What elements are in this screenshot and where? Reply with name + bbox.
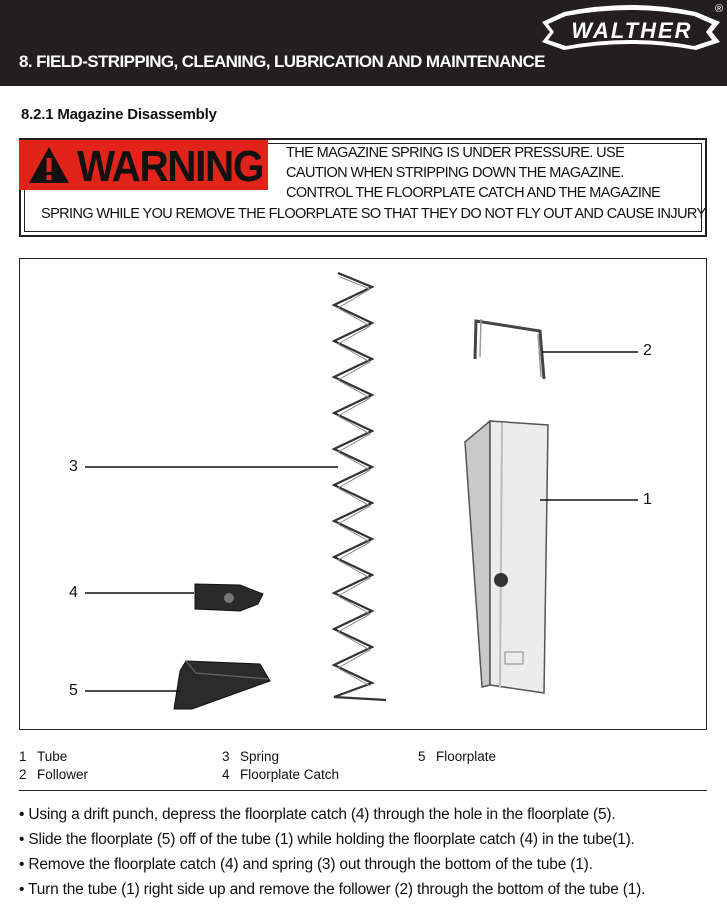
warning-line-4: SPRING WHILE YOU REMOVE THE FLOORPLATE SO THAT THEY DO NOT FLY OUT AND CAUSE INJURY. bbox=[41, 206, 708, 222]
floorplate-illustration bbox=[174, 661, 270, 709]
warning-line-3: CONTROL THE FLOORPLATE CATCH AND THE MAGAZINE bbox=[286, 185, 661, 201]
legend-label: Floorplate Catch bbox=[240, 767, 340, 782]
instruction-step-3: • Remove the floorplate catch (4) and spring (3) out through the bottom of the tube (1). bbox=[19, 856, 593, 873]
legend-item-floorplate-catch bbox=[222, 767, 339, 782]
instruction-step-4: • Turn the tube (1) right side up and remove the follower (2) through the bottom of the tube (1). bbox=[19, 881, 646, 898]
legend-item-floorplate bbox=[418, 749, 496, 764]
legend-number: 3 bbox=[222, 749, 230, 764]
page-header bbox=[0, 0, 727, 86]
legend-number: 4 bbox=[222, 767, 230, 782]
legend-number: 2 bbox=[19, 767, 27, 782]
callout-4: 4 bbox=[69, 584, 78, 601]
logo-text: WALTHER bbox=[571, 18, 693, 43]
warning-line-2: CAUTION WHEN STRIPPING DOWN THE MAGAZINE. bbox=[286, 165, 624, 181]
legend-item-tube bbox=[19, 749, 67, 764]
divider-line bbox=[19, 790, 707, 791]
warning-triangle-icon bbox=[27, 145, 71, 185]
callout-2: 2 bbox=[643, 342, 652, 359]
exploded-view-figure bbox=[19, 258, 707, 730]
legend-number: 5 bbox=[418, 749, 426, 764]
legend-item-follower bbox=[19, 767, 88, 782]
legend-label: Spring bbox=[240, 749, 280, 764]
legend-item-spring bbox=[222, 749, 279, 764]
chapter-title: 8. FIELD-STRIPPING, CLEANING, LUBRICATION AND MAINTENANCE bbox=[19, 52, 545, 71]
tube-illustration bbox=[465, 421, 548, 693]
warning-label: WARNING bbox=[77, 142, 263, 191]
callout-1: 1 bbox=[643, 491, 652, 508]
warning-badge bbox=[19, 140, 268, 190]
floorplate-catch-illustration bbox=[195, 584, 263, 611]
legend-number: 1 bbox=[19, 749, 27, 764]
instruction-step-1: • Using a drift punch, depress the floorplate catch (4) through the hole in the floorplate (5). bbox=[19, 806, 616, 823]
registered-mark: ® bbox=[714, 3, 724, 15]
callout-5: 5 bbox=[69, 682, 78, 699]
spring-illustration bbox=[334, 273, 386, 700]
follower-illustration bbox=[475, 319, 544, 379]
legend-label: Floorplate bbox=[436, 749, 497, 764]
walther-logo bbox=[536, 0, 727, 60]
instruction-step-2: • Slide the floorplate (5) off of the tube (1) while holding the floorplate catch (4) in the tube(1). bbox=[19, 831, 635, 848]
legend-label: Tube bbox=[37, 749, 68, 764]
warning-line-1: THE MAGAZINE SPRING IS UNDER PRESSURE. USE bbox=[286, 145, 625, 161]
legend-label: Follower bbox=[37, 767, 89, 782]
magazine-parts-illustration bbox=[20, 259, 706, 729]
callout-3: 3 bbox=[69, 458, 78, 475]
section-title: 8.2.1 Magazine Disassembly bbox=[21, 106, 217, 123]
